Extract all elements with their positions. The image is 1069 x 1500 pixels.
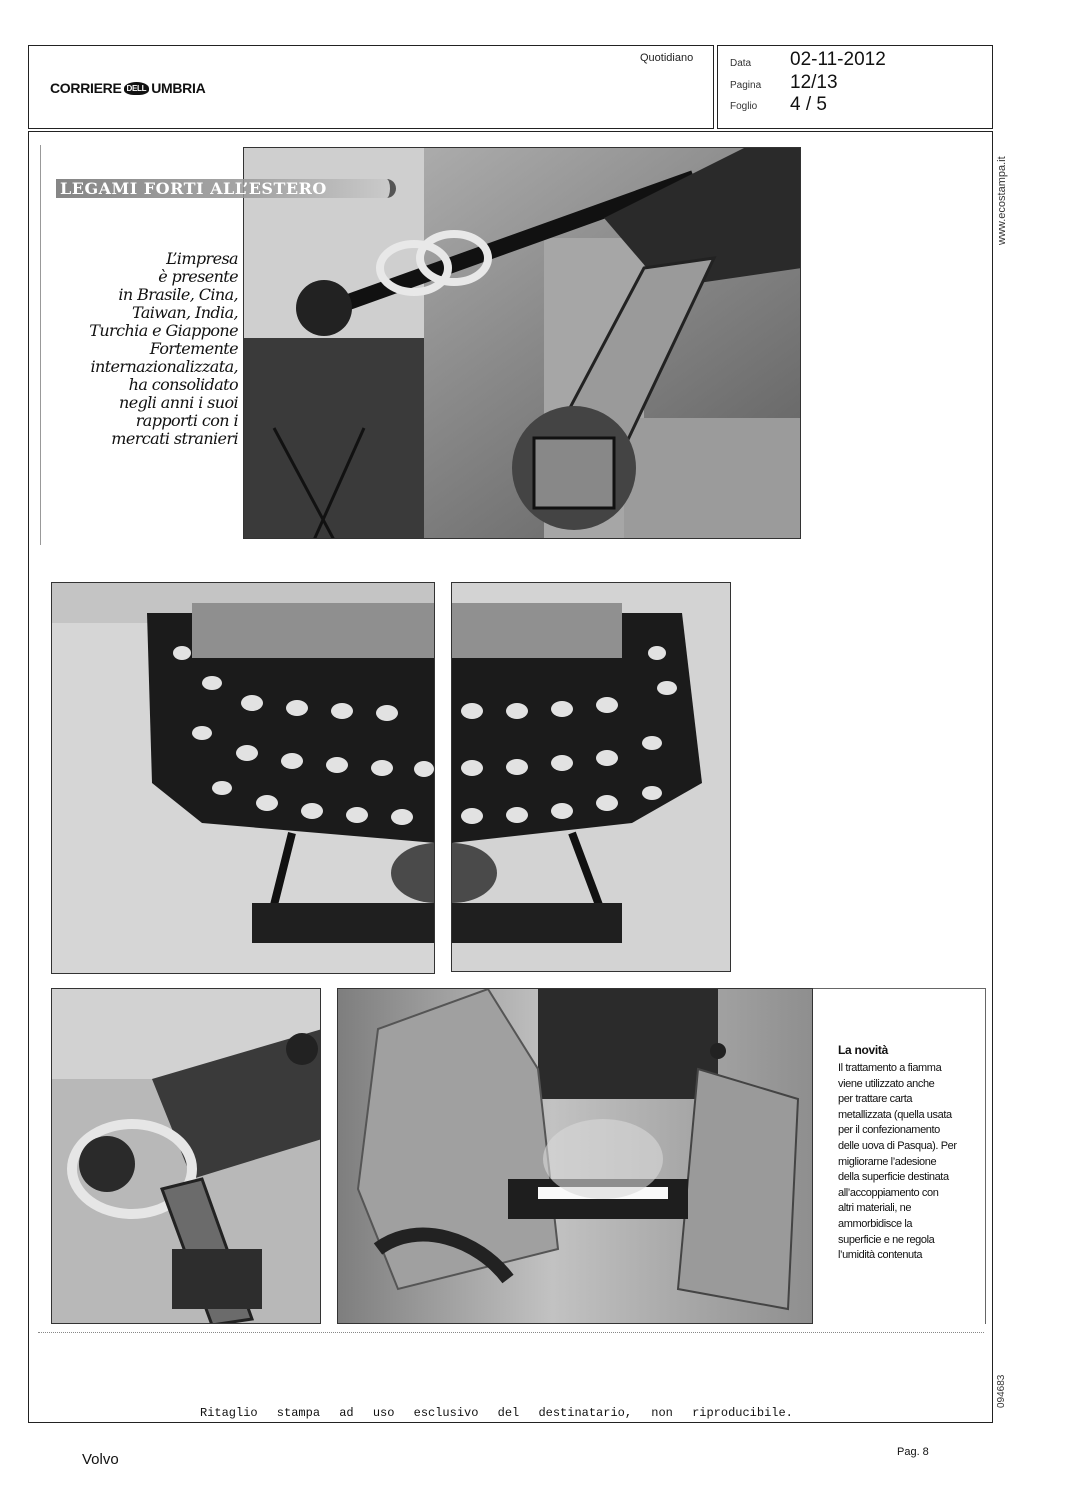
- caption-frame: [813, 988, 986, 1324]
- meta-label-sheet: Foglio: [730, 101, 758, 112]
- caption-line: superficie e ne regola: [838, 1233, 935, 1246]
- caption-line: per il confezionamento: [838, 1124, 940, 1137]
- caption-line: l’umidità contenuta: [838, 1249, 923, 1262]
- photo-basket-right: [451, 582, 731, 972]
- caption-line: viene utilizzato anche: [838, 1077, 935, 1090]
- caption-line: ammorbidisce la: [838, 1217, 913, 1230]
- newspaper-logo: [50, 80, 205, 96]
- intro-line: negli anni i suoi: [119, 393, 238, 412]
- intro-text: [48, 250, 238, 448]
- section-banner: LEGAMI FORTI ALL’ESTERO: [56, 179, 396, 198]
- intro-line: Turchia e Giappone: [89, 321, 238, 340]
- meta-value-sheet: 4 / 5: [790, 94, 827, 115]
- photo-basket-left: [51, 582, 435, 974]
- caption-line: metallizzata (quella usata: [838, 1108, 952, 1121]
- intro-line: Fortemente: [149, 339, 238, 358]
- photo-robot-arm: [243, 147, 801, 539]
- caption-title: La novità: [838, 1043, 888, 1057]
- meta-label-page: Pagina: [730, 80, 762, 91]
- side-code: [992, 1360, 1016, 1410]
- side-code-text: 094683: [996, 1374, 1007, 1408]
- side-url-text: www.ecostampa.it: [996, 156, 1008, 245]
- intro-line: internazionalizzata,: [90, 357, 238, 376]
- logo-right: UMBRIA: [151, 80, 206, 96]
- logo-mid: DELL: [124, 82, 150, 95]
- photo-robot-closeup: [51, 988, 321, 1324]
- caption-line: della superficie destinata: [838, 1171, 949, 1184]
- caption-line: all’accoppiamento con: [838, 1186, 939, 1199]
- footer-disclaimer: Ritaglio stampa ad uso esclusivo del destinatario, non riproducibile.: [200, 1406, 793, 1420]
- intro-line: è presente: [158, 267, 238, 286]
- footer-page-number: Pag. 8: [897, 1446, 929, 1458]
- meta-value-page: 12/13: [790, 72, 838, 93]
- publication-type: Quotidiano: [640, 52, 694, 64]
- intro-line: rapporti con i: [135, 411, 238, 430]
- caption-line: delle uova di Pasqua). Per: [838, 1139, 957, 1152]
- photo-flame-treatment: [337, 988, 813, 1324]
- meta-value-date: 02-11-2012: [790, 49, 886, 70]
- intro-line: in Brasile, Cina,: [118, 285, 238, 304]
- intro-line: Taiwan, India,: [131, 303, 238, 322]
- meta-label-date: Data: [730, 58, 752, 69]
- intro-line: ha consolidato: [128, 375, 238, 394]
- dotted-separator: [38, 1332, 984, 1333]
- column-divider: [40, 145, 41, 545]
- footer-client: Volvo: [82, 1451, 119, 1468]
- caption-line: per trattare carta: [838, 1093, 913, 1106]
- intro-line: L’impresa: [166, 249, 238, 268]
- logo-left: CORRIERE: [50, 80, 122, 96]
- caption-line: migliorarne l’adesione: [838, 1155, 937, 1168]
- caption-line: altri materiali, ne: [838, 1202, 912, 1215]
- side-url: [992, 145, 1016, 245]
- caption-line: Il trattamento a fiamma: [838, 1062, 942, 1074]
- intro-line: mercati stranieri: [111, 429, 238, 448]
